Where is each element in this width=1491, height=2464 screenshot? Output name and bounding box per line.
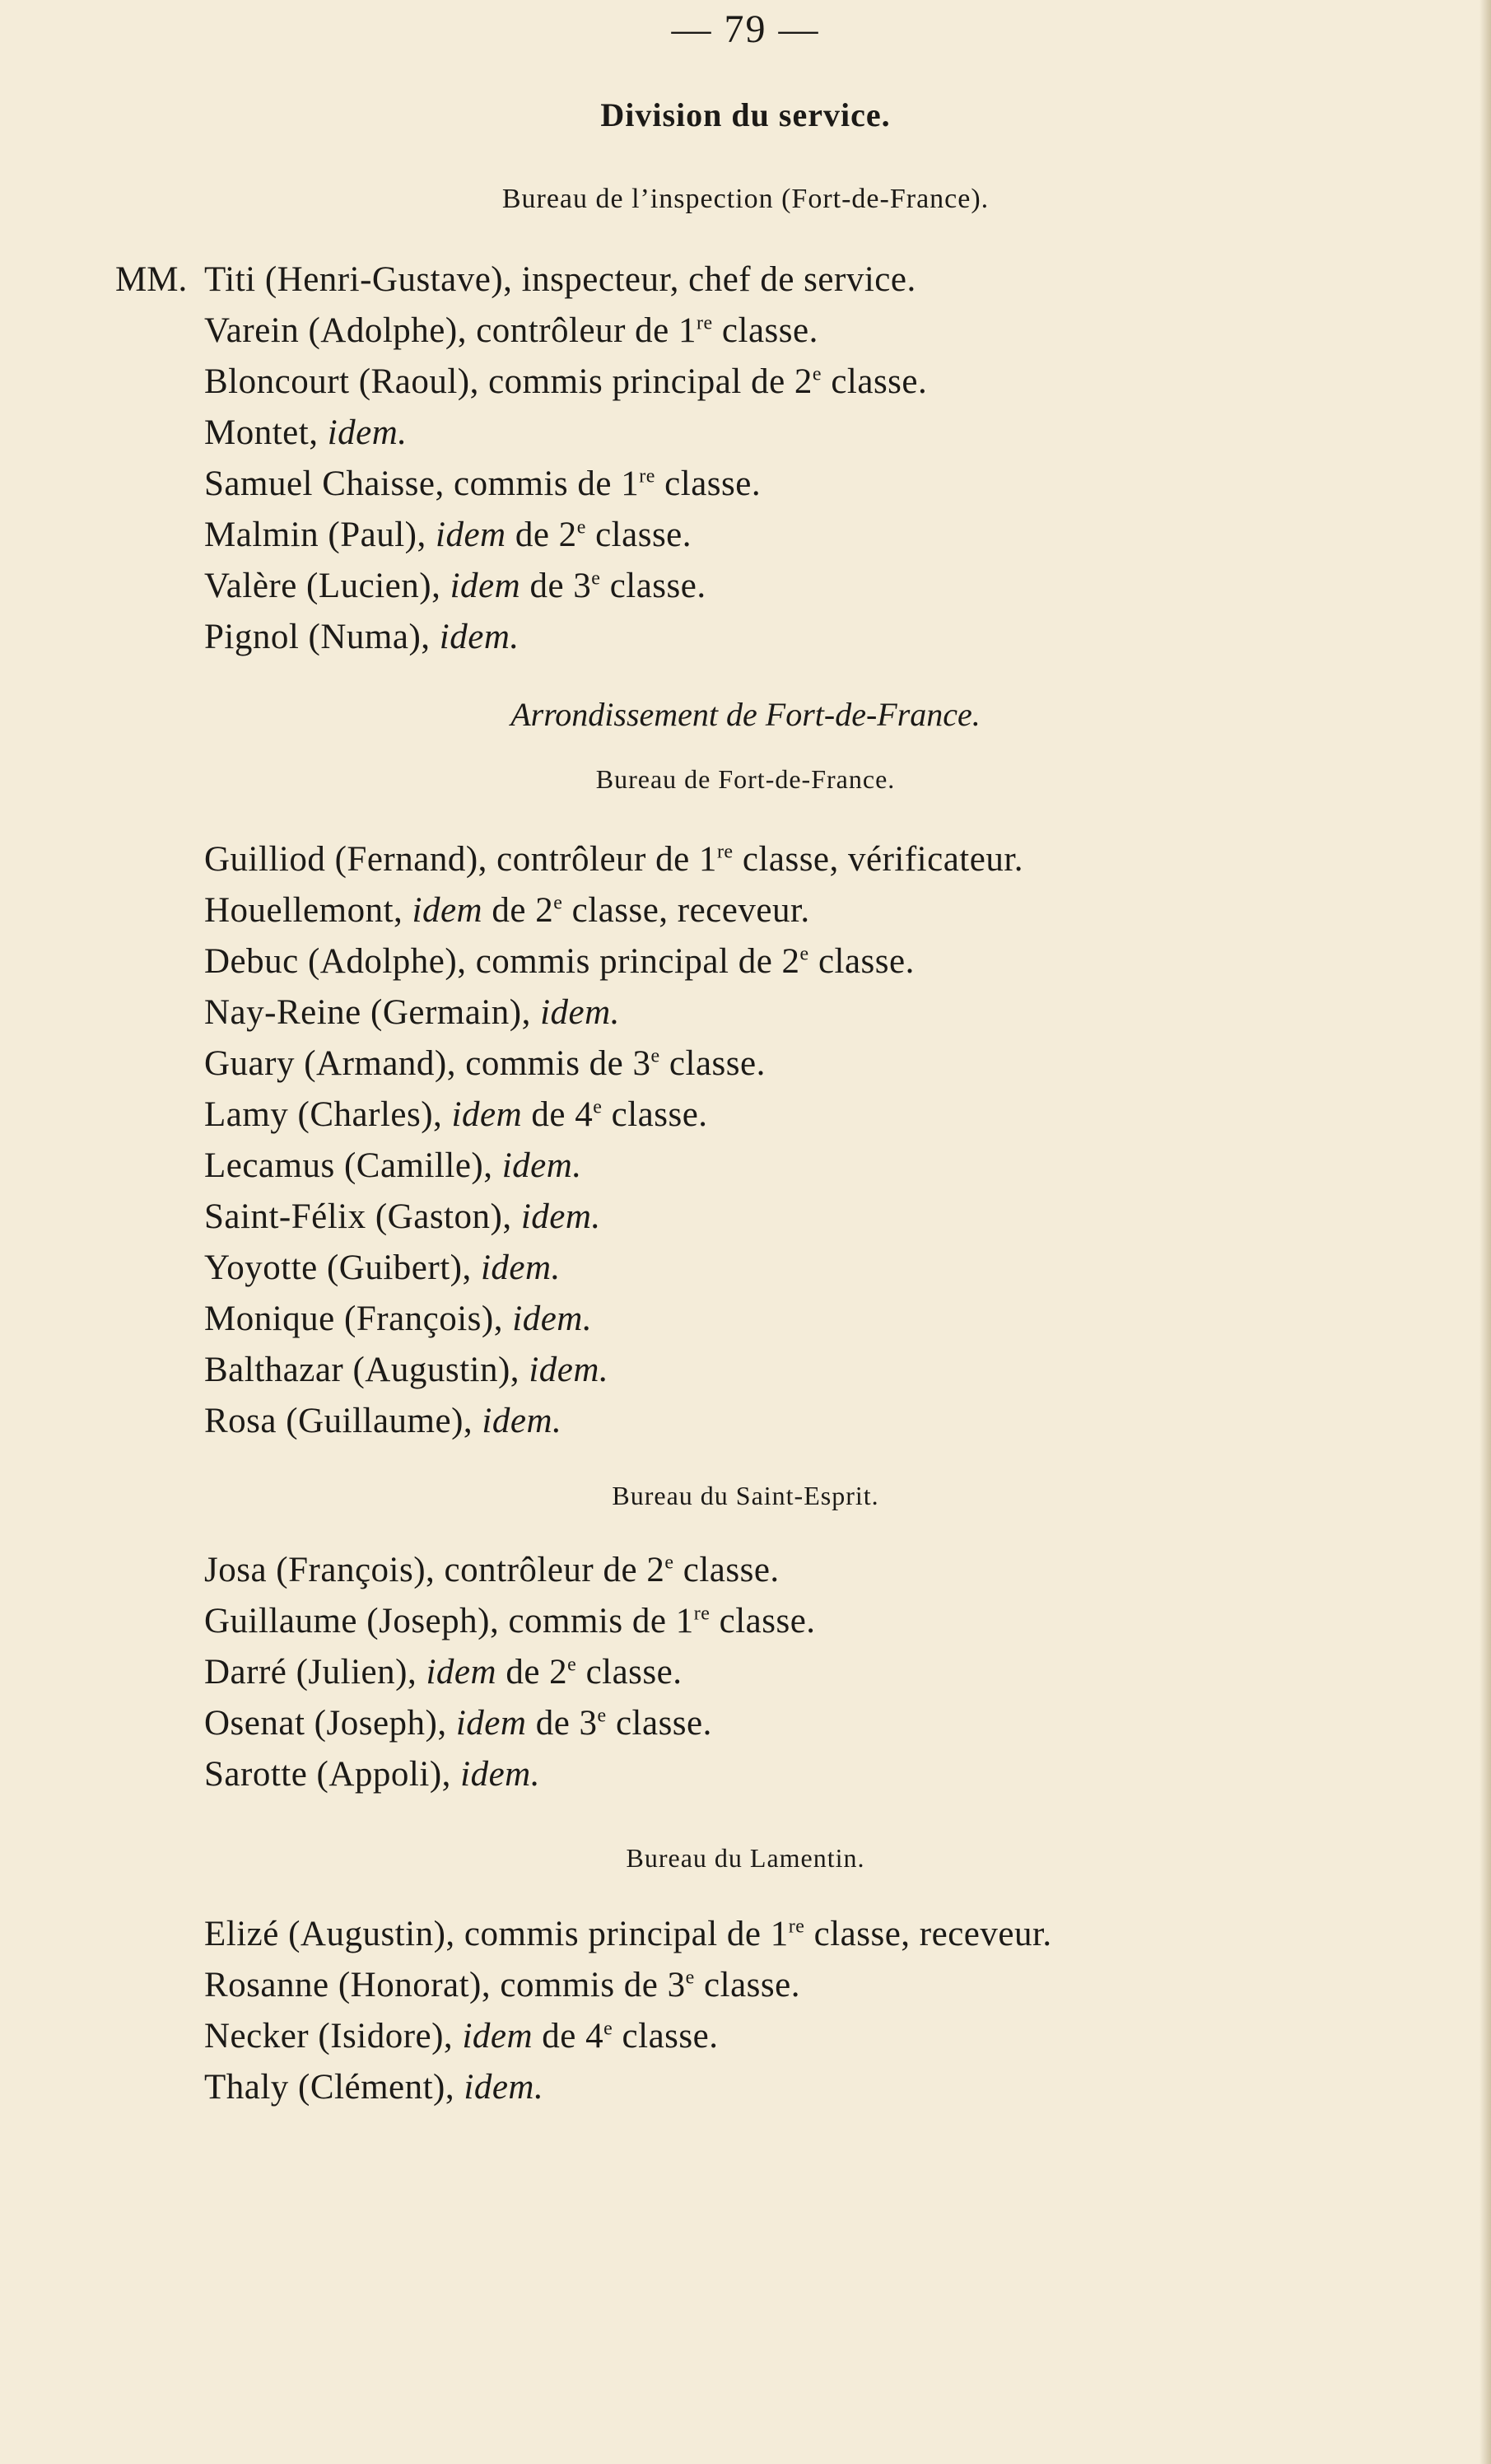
- entry-idem: idem: [462, 2017, 533, 2056]
- entry-name: Houellemont,: [204, 891, 403, 930]
- entry-idem: idem.: [520, 1197, 601, 1236]
- entry-role-superscript: e: [650, 1045, 660, 1067]
- entry-role-end: de 2: [496, 1653, 568, 1692]
- entry-role-end: de 3: [526, 1704, 598, 1743]
- entry-role-superscript: e: [603, 2018, 613, 2040]
- entry-name: Titi (Henri-Gustave),: [204, 260, 513, 299]
- entry-role: commis de 1: [454, 464, 640, 503]
- page-edge-shadow: [1479, 0, 1491, 2464]
- entry-name: Lamy (Charles),: [204, 1095, 443, 1134]
- entry-role-superscript: e: [591, 567, 601, 590]
- entry-idem: idem.: [327, 413, 408, 452]
- entry-row: [204, 262, 916, 297]
- entry-name: Malmin (Paul),: [204, 516, 426, 554]
- entry-row: [204, 1250, 561, 1286]
- entry-row: [204, 466, 761, 502]
- entry-role-end: de 4: [522, 1095, 594, 1134]
- entry-row: [204, 619, 520, 655]
- bureau-title-lamentin: Bureau du Lamentin.: [626, 1843, 865, 1873]
- entry-name: Rosa (Guillaume),: [204, 1402, 473, 1440]
- entry-role-end: classe.: [613, 2017, 719, 2056]
- entry-idem: idem.: [540, 993, 620, 1032]
- entry-role-end: de 3: [520, 567, 592, 605]
- entry-role: commis principal de 2: [488, 362, 813, 401]
- entry-role-superscript: re: [697, 312, 713, 334]
- entry-role-superscript: e: [664, 1552, 674, 1574]
- entry-name: Saint-Félix (Gaston),: [204, 1197, 512, 1236]
- entry-name: Nay-Reine (Germain),: [204, 993, 531, 1032]
- entry-name: Rosanne (Honorat),: [204, 1966, 492, 2004]
- entry-role-superscript: e: [597, 1705, 607, 1727]
- entry-row: [204, 415, 408, 450]
- entry-role-end: classe, receveur.: [562, 891, 810, 930]
- entry-role: contrôleur de 1: [496, 840, 717, 879]
- entry-role: commis principal de 1: [464, 1915, 789, 1953]
- entry-role-superscript: re: [639, 465, 655, 488]
- entry-idem: idem: [426, 1653, 497, 1692]
- entry-role-end: classe.: [585, 516, 692, 554]
- entry-role-end: classe.: [710, 1602, 816, 1640]
- entry-idem: idem.: [501, 1146, 582, 1185]
- entry-name: Darré (Julien),: [204, 1653, 417, 1692]
- entry-row: [204, 1916, 1052, 1952]
- entry-role-superscript: re: [716, 841, 734, 863]
- entry-name: Yoyotte (Guibert),: [204, 1248, 472, 1287]
- entry-role-end: classe.: [606, 1704, 712, 1743]
- entry-role-end: classe.: [673, 1551, 780, 1589]
- entry-idem: idem: [450, 567, 521, 605]
- entry-idem: idem.: [529, 1351, 609, 1389]
- entry-row: [204, 2070, 543, 2105]
- entry-name: Sarotte (Appoli),: [204, 1755, 451, 1794]
- entry-idem: idem.: [512, 1300, 593, 1338]
- entry-name: Josa (François),: [204, 1551, 436, 1589]
- entry-idem: idem: [412, 891, 483, 930]
- entry-role: commis de 3: [500, 1966, 686, 2004]
- entry-role-end: de 2: [506, 516, 577, 554]
- entry-role-superscript: e: [593, 1096, 603, 1118]
- entry-role-superscript: e: [685, 1967, 695, 1989]
- entry-row: [204, 2018, 718, 2054]
- entry-name: Montet,: [204, 413, 319, 452]
- entry-row: [204, 1199, 601, 1234]
- entry-role-superscript: e: [567, 1654, 577, 1676]
- entry-role-superscript: e: [812, 363, 822, 385]
- entry-role: commis de 1: [508, 1602, 694, 1640]
- entry-name: Osenat (Joseph),: [204, 1704, 447, 1743]
- entry-row: [204, 1352, 608, 1388]
- entry-name: Necker (Isidore),: [204, 2017, 454, 2056]
- entry-role-superscript: e: [799, 943, 809, 965]
- entry-role-superscript: re: [693, 1603, 711, 1625]
- entry-row: [204, 944, 915, 979]
- entry-role: commis de 3: [465, 1044, 651, 1083]
- entry-idem: idem: [455, 1704, 527, 1743]
- entry-role-end: classe.: [600, 567, 706, 605]
- entry-name: Valère (Lucien),: [204, 567, 441, 605]
- entry-idem: idem.: [464, 2068, 544, 2107]
- entry-name: Guary (Armand),: [204, 1044, 457, 1083]
- bureau-title-saint-esprit: Bureau du Saint-Esprit.: [612, 1481, 879, 1510]
- entry-name: Pignol (Numa),: [204, 618, 431, 656]
- entry-row: [204, 842, 1023, 877]
- main-heading: Division du service.: [600, 96, 891, 133]
- entry-role-end: classe.: [576, 1653, 683, 1692]
- entry-name: Guilliod (Fernand),: [204, 840, 487, 879]
- entry-name: Elizé (Augustin),: [204, 1915, 455, 1953]
- entry-row: [204, 313, 818, 348]
- entry-name: Guillaume (Joseph),: [204, 1602, 500, 1640]
- entry-name: Bloncourt (Raoul),: [204, 362, 479, 401]
- entry-role: commis principal de 2: [475, 942, 800, 981]
- entry-row: [204, 1757, 540, 1792]
- entry-row: [204, 364, 927, 399]
- entry-row: [204, 568, 706, 604]
- entry-role: inspecteur, chef de service.: [521, 260, 916, 299]
- entry-idem: idem.: [482, 1402, 562, 1440]
- bureau-title-fort-de-france: Bureau de Fort-de-France.: [595, 764, 896, 794]
- entry-role-end: classe.: [822, 362, 928, 401]
- entry-row: [204, 1706, 712, 1741]
- entry-name: Balthazar (Augustin),: [204, 1351, 520, 1389]
- entry-row: [204, 1654, 682, 1690]
- entry-role-superscript: re: [788, 1916, 805, 1938]
- entry-row: [204, 893, 810, 928]
- entry-name: Debuc (Adolphe),: [204, 942, 467, 981]
- entry-role-end: classe, receveur.: [804, 1915, 1052, 1953]
- entry-role-end: classe.: [655, 464, 762, 503]
- entry-role-end: classe.: [602, 1095, 708, 1134]
- entry-role: contrôleur de 2: [444, 1551, 665, 1589]
- entry-idem: idem: [436, 516, 506, 554]
- entry-row: [204, 1148, 582, 1183]
- entry-idem: idem.: [439, 618, 520, 656]
- honorific-prefix: MM.: [115, 260, 188, 299]
- entry-row: [204, 1403, 561, 1439]
- entry-name: Lecamus (Camille),: [204, 1146, 493, 1185]
- entry-row: [204, 517, 692, 553]
- entry-row: [204, 1301, 592, 1337]
- entry-row: [204, 1603, 816, 1639]
- entry-name: Samuel Chaisse,: [204, 464, 445, 503]
- entry-role-end: classe.: [712, 311, 818, 350]
- entry-role-end: classe.: [808, 942, 915, 981]
- entry-name: Monique (François),: [204, 1300, 503, 1338]
- entry-role-end: de 2: [482, 891, 554, 930]
- entry-row: [204, 1097, 708, 1132]
- entry-idem: idem.: [460, 1755, 540, 1794]
- entry-role-end: classe.: [694, 1966, 800, 2004]
- section-title-arrondissement: Arrondissement de Fort-de-France.: [510, 696, 981, 733]
- entry-row: [204, 995, 620, 1030]
- entry-role-end: classe.: [659, 1044, 766, 1083]
- entry-name: Varein (Adolphe),: [204, 311, 467, 350]
- entry-role-superscript: e: [553, 892, 563, 914]
- entry-row: [204, 1552, 780, 1588]
- entry-name: Thaly (Clément),: [204, 2068, 455, 2107]
- entry-idem: idem: [451, 1095, 523, 1134]
- page-number: — 79 —: [671, 7, 820, 51]
- entry-row: [204, 1967, 800, 2003]
- section-title-inspection: Bureau de l’inspection (Fort-de-France).: [501, 184, 990, 214]
- entry-role: contrôleur de 1: [476, 311, 697, 350]
- entry-role-end: de 4: [533, 2017, 604, 2056]
- entry-role-superscript: e: [576, 516, 586, 539]
- entry-idem: idem.: [480, 1248, 561, 1287]
- entry-role-end: classe, vérificateur.: [733, 840, 1024, 879]
- entry-row: [204, 1046, 766, 1081]
